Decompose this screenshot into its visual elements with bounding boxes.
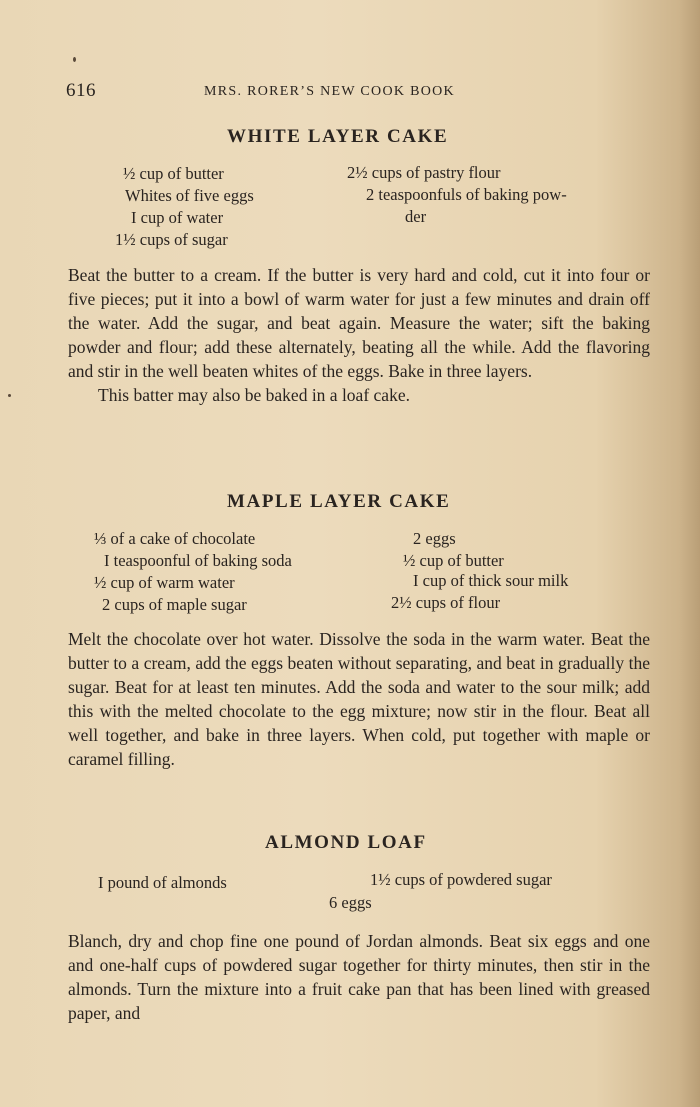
- ingredient: ½ cup of warm water: [94, 573, 235, 592]
- ingredient: der: [405, 207, 427, 226]
- ingredient: ½ cup of butter: [403, 551, 504, 570]
- paragraph: This batter may also be baked in a loaf cake.: [98, 385, 410, 405]
- ink-speck: [8, 394, 11, 397]
- recipe-instructions: [68, 929, 650, 1025]
- ingredient: 2 eggs: [413, 529, 456, 548]
- ingredient: ⅓ of a cake of chocolate: [94, 529, 256, 548]
- paragraph: Melt the chocolate over hot water. Dissolve the soda in the warm water. Beat the butter to a cream, add the eggs beaten without separating, and beat in gradually the sugar. Beat for at least ten minutes. Add the soda and water to the sour milk; add this with the melted chocolate to the egg mixture; now stir in the flour. Beat all well together, and bake in three layers. When cold, put together with maple or caramel filling.: [68, 629, 650, 769]
- recipe-instructions: [68, 263, 650, 407]
- recipe-instructions: [68, 627, 650, 771]
- ingredient: Whites of five eggs: [125, 186, 254, 205]
- ingredient: 2½ cups of pastry flour: [347, 163, 501, 182]
- ink-speck: [73, 57, 76, 62]
- ingredient: 2 teaspoonfuls of baking pow-: [366, 185, 567, 204]
- ingredient: 1½ cups of sugar: [115, 230, 228, 249]
- paragraph: Blanch, dry and chop fine one pound of Jordan almonds. Beat six eggs and one and one-half cups of powdered sugar together for thirty minutes, then stir in the almonds. Turn the mixture into a fruit cake pan that has been lined with greased paper, and: [68, 931, 650, 1023]
- recipe-title: MAPLE LAYER CAKE: [227, 491, 451, 512]
- ingredient: I cup of water: [131, 208, 224, 227]
- page-number: 616: [66, 80, 96, 101]
- ingredient: I teaspoonful of baking soda: [104, 551, 292, 570]
- recipe-title: ALMOND LOAF: [265, 832, 427, 853]
- ingredient: ½ cup of butter: [123, 164, 224, 183]
- ingredient: 2½ cups of flour: [391, 593, 501, 612]
- recipe-title: WHITE LAYER CAKE: [227, 126, 449, 147]
- ingredient: I pound of almonds: [98, 873, 227, 892]
- ingredient: 2 cups of maple sugar: [102, 595, 247, 614]
- ingredient: I cup of thick sour milk: [413, 571, 569, 590]
- running-title: MRS. RORER’S NEW COOK BOOK: [204, 84, 455, 99]
- ingredient: 1½ cups of powdered sugar: [370, 870, 552, 889]
- paragraph: Beat the butter to a cream. If the butter is very hard and cold, cut it into four or five pieces; put it into a bowl of warm water for just a few minutes and drain off the water. Add the sugar, and beat again. Measure the water; sift the baking powder and flour; add these alternately, beating all the while. Add the flavoring and stir in the well beaten whites of the eggs. Bake in three layers.: [68, 265, 650, 381]
- ingredient: 6 eggs: [329, 893, 372, 912]
